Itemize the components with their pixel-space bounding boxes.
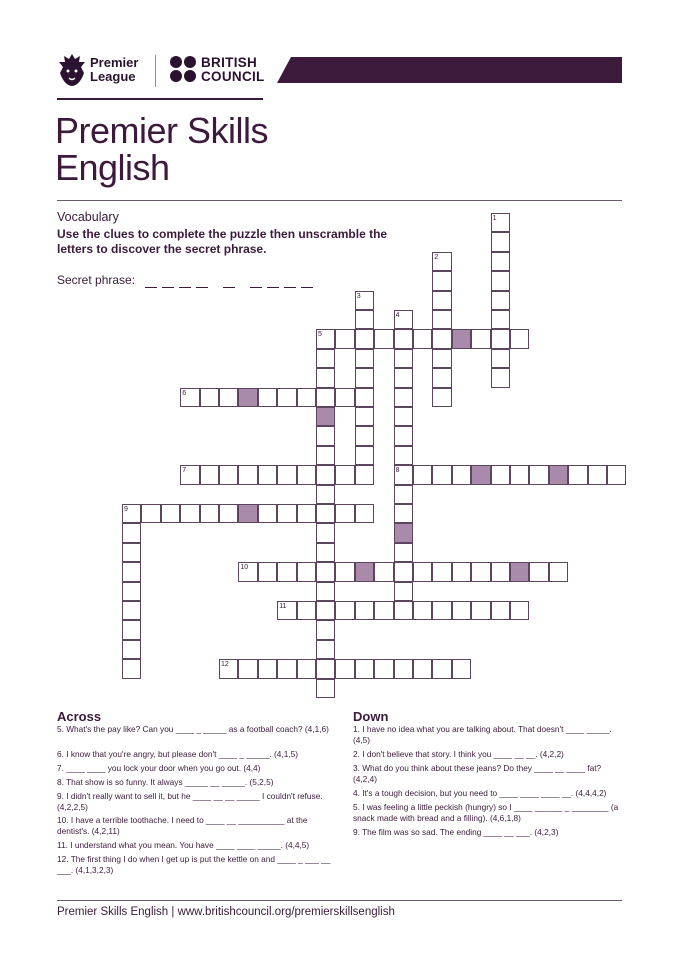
down-heading: Down <box>353 709 389 724</box>
down-clue-5: 5. I was feeling a little peckish (hungry) so I ____ ______ _ ________ (a snack made with bread and a filling). (4,6,1,8) <box>353 802 619 823</box>
crossword-cell[interactable] <box>316 659 335 678</box>
crossword-cell[interactable] <box>355 368 374 387</box>
crossword-cell[interactable] <box>413 562 432 581</box>
crossword-cell-highlighted[interactable] <box>238 504 257 523</box>
crossword-cell[interactable] <box>316 368 335 387</box>
clue-number: 11 <box>279 603 287 610</box>
clue-number: 8 <box>395 467 400 475</box>
crossword-cell[interactable] <box>529 562 548 581</box>
crossword-cell[interactable] <box>200 504 219 523</box>
footer-rule <box>57 900 622 901</box>
crossword-cell-highlighted[interactable] <box>452 329 471 348</box>
secret-phrase-label: Secret phrase: <box>57 273 136 287</box>
crossword-cell[interactable] <box>588 465 607 484</box>
across-clue-9: 9. I didn't really want to sell it, but he ____ __ __ _____ I couldn't refuse. (4,2,2,5) <box>57 791 323 812</box>
crossword-cell[interactable] <box>432 465 451 484</box>
secret-phrase-blank[interactable] <box>250 287 262 288</box>
crossword-cell[interactable] <box>238 659 257 678</box>
across-clue-10: 10. I have a terrible toothache. I need to ____ __ __________ at the dentist's. (4,2,11) <box>57 815 308 836</box>
crossword-cell[interactable] <box>394 562 413 581</box>
secret-phrase-blank[interactable] <box>179 287 191 288</box>
crossword-cell[interactable] <box>335 504 354 523</box>
crossword-cell[interactable] <box>297 601 316 620</box>
crossword-cell[interactable] <box>491 465 510 484</box>
crossword-cell[interactable] <box>258 504 277 523</box>
crossword-cell[interactable] <box>394 388 413 407</box>
crossword-cell[interactable] <box>491 601 510 620</box>
secret-phrase-blank[interactable] <box>145 287 157 288</box>
crossword-cell[interactable] <box>432 349 451 368</box>
clue-number: 5 <box>318 331 322 339</box>
crossword-cell[interactable] <box>277 562 296 581</box>
down-clue-1: 1. I have no idea what you are talking about. That doesn't ____ _____. (4,5) <box>353 724 612 745</box>
clue-number: 12 <box>221 661 229 669</box>
clue-number: 3 <box>356 292 361 300</box>
crossword-cell[interactable] <box>413 329 432 348</box>
crossword-cell[interactable] <box>432 601 451 620</box>
crossword-cell[interactable] <box>394 446 413 465</box>
crossword-cell[interactable] <box>122 640 141 659</box>
crossword-cell[interactable] <box>297 465 316 484</box>
crossword-cell[interactable] <box>394 504 413 523</box>
crossword-cell[interactable] <box>491 252 510 271</box>
crossword-cell[interactable] <box>277 504 296 523</box>
logo-divider <box>155 55 156 87</box>
header-rule <box>57 98 263 100</box>
crossword-cell-highlighted[interactable] <box>510 562 529 581</box>
crossword-cell[interactable] <box>316 446 335 465</box>
header-band <box>277 57 622 83</box>
crossword-cell[interactable] <box>432 310 451 329</box>
section-label: Vocabulary <box>57 210 119 224</box>
crossword-cell[interactable] <box>394 601 413 620</box>
crossword-cell[interactable] <box>413 659 432 678</box>
crossword-cell[interactable] <box>491 349 510 368</box>
crossword-cell[interactable] <box>394 329 413 348</box>
crossword-cell[interactable] <box>413 601 432 620</box>
across-clue-8: 8. That show is so funny. It always _____ __ _____. (5,2,5) <box>57 777 274 787</box>
crossword-cell[interactable] <box>122 601 141 620</box>
crossword-cell[interactable] <box>335 562 354 581</box>
page-title: Premier Skills English <box>55 110 269 188</box>
secret-phrase-blank[interactable] <box>162 287 174 288</box>
crossword-cell[interactable] <box>510 601 529 620</box>
crossword-cell[interactable] <box>471 601 490 620</box>
crossword-cell[interactable] <box>394 543 413 562</box>
crossword-cell[interactable] <box>432 271 451 290</box>
footer: Premier Skills English | www.britishcouncil.org/premierskillsenglish <box>57 906 395 918</box>
crossword-cell[interactable] <box>452 465 471 484</box>
crossword-cell[interactable] <box>452 601 471 620</box>
down-clue-4: 4. It's a tough decision, but you need to ____ ____ ____ __. (4,4,4,2) <box>353 788 607 798</box>
crossword-cell[interactable] <box>122 659 141 678</box>
secret-phrase-blank[interactable] <box>223 287 235 288</box>
crossword-cell[interactable] <box>180 504 199 523</box>
british-council-dots-icon <box>170 56 196 82</box>
crossword-cell[interactable] <box>413 465 432 484</box>
crossword-cell[interactable] <box>316 543 335 562</box>
crossword-cell[interactable] <box>238 465 257 484</box>
clue-number: 6 <box>182 389 187 397</box>
across-clue-6: 6. I know that you're angry, but please don't ____ _ _____. (4,1,5) <box>57 749 299 759</box>
crossword-cell[interactable] <box>491 310 510 329</box>
crossword-cell[interactable] <box>258 659 277 678</box>
crossword-cell[interactable] <box>122 582 141 601</box>
crossword-cell[interactable] <box>510 465 529 484</box>
crossword-cell[interactable] <box>491 232 510 251</box>
crossword-cell[interactable] <box>355 310 374 329</box>
crossword-cell[interactable] <box>335 659 354 678</box>
crossword-cell-highlighted[interactable] <box>471 465 490 484</box>
crossword-cell[interactable] <box>432 291 451 310</box>
crossword-cell[interactable] <box>335 465 354 484</box>
crossword-cell[interactable] <box>297 388 316 407</box>
crossword-cell[interactable] <box>122 523 141 542</box>
across-clue-7: 7. ____ ____ you lock your door when you go out. (4,4) <box>57 763 261 773</box>
crossword-cell[interactable] <box>394 659 413 678</box>
crossword-cell[interactable] <box>568 465 587 484</box>
crossword-cell[interactable] <box>297 659 316 678</box>
premier-league-logo: Premier League <box>90 55 139 84</box>
instructions: Use the clues to complete the puzzle then unscramble the letters to discover the secret phrase. <box>57 227 388 256</box>
down-clue-2: 2. I don't believe that story. I think you ____ __ __. (4,2,2) <box>353 749 564 759</box>
crossword-cell[interactable] <box>355 329 374 348</box>
secret-phrase-blank[interactable] <box>301 287 313 288</box>
clue-number: 1 <box>492 215 497 222</box>
crossword-cell[interactable] <box>491 368 510 387</box>
across-clue-11: 11. I understand what you mean. You have ____ ____ _____. (4,4,5) <box>57 840 310 850</box>
clue-number: 4 <box>395 312 400 319</box>
premier-league-lion-icon <box>57 52 87 88</box>
crossword-cell-highlighted[interactable] <box>238 388 257 407</box>
crossword-cell[interactable] <box>355 601 374 620</box>
crossword-cell-highlighted[interactable] <box>316 407 335 426</box>
crossword-cell[interactable] <box>316 620 335 639</box>
crossword-cell[interactable] <box>122 620 141 639</box>
crossword-cell[interactable] <box>394 407 413 426</box>
clue-number: 2 <box>434 253 439 261</box>
crossword-cell[interactable] <box>491 291 510 310</box>
british-council-logo: BRITISH COUNCIL <box>201 55 265 84</box>
crossword-cell[interactable] <box>277 465 296 484</box>
crossword-cell[interactable] <box>394 368 413 387</box>
secret-phrase-blank[interactable] <box>267 287 279 288</box>
crossword-cell[interactable] <box>491 329 510 348</box>
crossword-cell[interactable] <box>394 426 413 445</box>
crossword-cell[interactable] <box>432 368 451 387</box>
crossword-cell[interactable] <box>219 504 238 523</box>
crossword-cell[interactable] <box>432 659 451 678</box>
crossword-cell[interactable] <box>161 504 180 523</box>
crossword-cell[interactable] <box>122 562 141 581</box>
crossword-cell[interactable] <box>491 271 510 290</box>
crossword-cell[interactable] <box>200 388 219 407</box>
crossword-cell[interactable] <box>316 523 335 542</box>
crossword-cell[interactable] <box>374 329 393 348</box>
crossword-cell[interactable] <box>471 329 490 348</box>
crossword-cell[interactable] <box>335 329 354 348</box>
crossword-cell[interactable] <box>355 349 374 368</box>
crossword-cell[interactable] <box>374 601 393 620</box>
crossword-cell[interactable] <box>258 388 277 407</box>
crossword-cell[interactable] <box>355 407 374 426</box>
crossword-cell[interactable] <box>394 349 413 368</box>
crossword-cell[interactable] <box>316 388 335 407</box>
crossword-cell[interactable] <box>335 388 354 407</box>
crossword-cell[interactable] <box>219 388 238 407</box>
crossword-cell[interactable] <box>122 543 141 562</box>
across-clue-12: 12. The first thing I do when I get up is put the kettle on and ____ _ ___ __ ___. (4,1,3,2,3) <box>57 854 331 875</box>
crossword-cell-highlighted[interactable] <box>394 523 413 542</box>
crossword-cell[interactable] <box>549 562 568 581</box>
crossword-cell[interactable] <box>491 562 510 581</box>
crossword-cell[interactable] <box>141 504 160 523</box>
crossword-cell[interactable] <box>316 485 335 504</box>
crossword-cell[interactable] <box>316 562 335 581</box>
crossword-cell[interactable] <box>355 659 374 678</box>
crossword-cell[interactable] <box>316 640 335 659</box>
crossword-cell[interactable] <box>394 582 413 601</box>
crossword-cell[interactable] <box>297 562 316 581</box>
crossword-cell[interactable] <box>355 426 374 445</box>
crossword-cell[interactable] <box>452 659 471 678</box>
crossword-cell[interactable] <box>432 562 451 581</box>
crossword-cell[interactable] <box>355 446 374 465</box>
crossword-cell[interactable] <box>316 349 335 368</box>
crossword-cell[interactable] <box>316 582 335 601</box>
crossword-cell[interactable] <box>355 465 374 484</box>
crossword-cell[interactable] <box>374 659 393 678</box>
crossword-cell[interactable] <box>607 465 626 484</box>
across-heading: Across <box>57 709 102 724</box>
crossword-cell[interactable] <box>374 562 393 581</box>
crossword-cell[interactable] <box>529 465 548 484</box>
crossword-cell[interactable] <box>316 679 335 698</box>
crossword-cell[interactable] <box>297 504 316 523</box>
crossword-cell[interactable] <box>510 329 529 348</box>
crossword-cell[interactable] <box>277 388 296 407</box>
secret-phrase-blank[interactable] <box>284 287 296 288</box>
crossword-cell[interactable] <box>200 465 219 484</box>
crossword-cell-highlighted[interactable] <box>549 465 568 484</box>
crossword-cell[interactable] <box>394 485 413 504</box>
down-clue-3: 3. What do you think about these jeans? Do they ____ __ ____ fat? (4,2,4) <box>353 763 602 784</box>
crossword-cell[interactable] <box>316 504 335 523</box>
clue-number: 9 <box>124 506 128 513</box>
crossword-cell[interactable] <box>452 562 471 581</box>
crossword-cell[interactable] <box>258 465 277 484</box>
across-clue-5: 5. What's the pay like? Can you ____ _ _____ as a football coach? (4,1,6) <box>57 724 329 734</box>
clue-number: 7 <box>182 467 187 475</box>
crossword-cell[interactable] <box>316 465 335 484</box>
crossword-cell[interactable] <box>316 601 335 620</box>
crossword-cell[interactable] <box>258 562 277 581</box>
crossword-cell[interactable] <box>355 388 374 407</box>
crossword-cell[interactable] <box>355 504 374 523</box>
crossword-cell[interactable] <box>432 388 451 407</box>
crossword-cell[interactable] <box>471 562 490 581</box>
clue-number: 10 <box>240 564 249 572</box>
title-rule <box>57 200 622 201</box>
crossword-cell-highlighted[interactable] <box>355 562 374 581</box>
crossword-cell[interactable] <box>316 426 335 445</box>
down-clue-9: 9. The film was so sad. The ending ____ __ ___. (4,2,3) <box>353 827 559 837</box>
crossword-cell[interactable] <box>219 465 238 484</box>
crossword-cell[interactable] <box>335 601 354 620</box>
crossword-cell[interactable] <box>432 329 451 348</box>
crossword-cell[interactable] <box>277 659 296 678</box>
secret-phrase-blank[interactable] <box>196 287 208 288</box>
